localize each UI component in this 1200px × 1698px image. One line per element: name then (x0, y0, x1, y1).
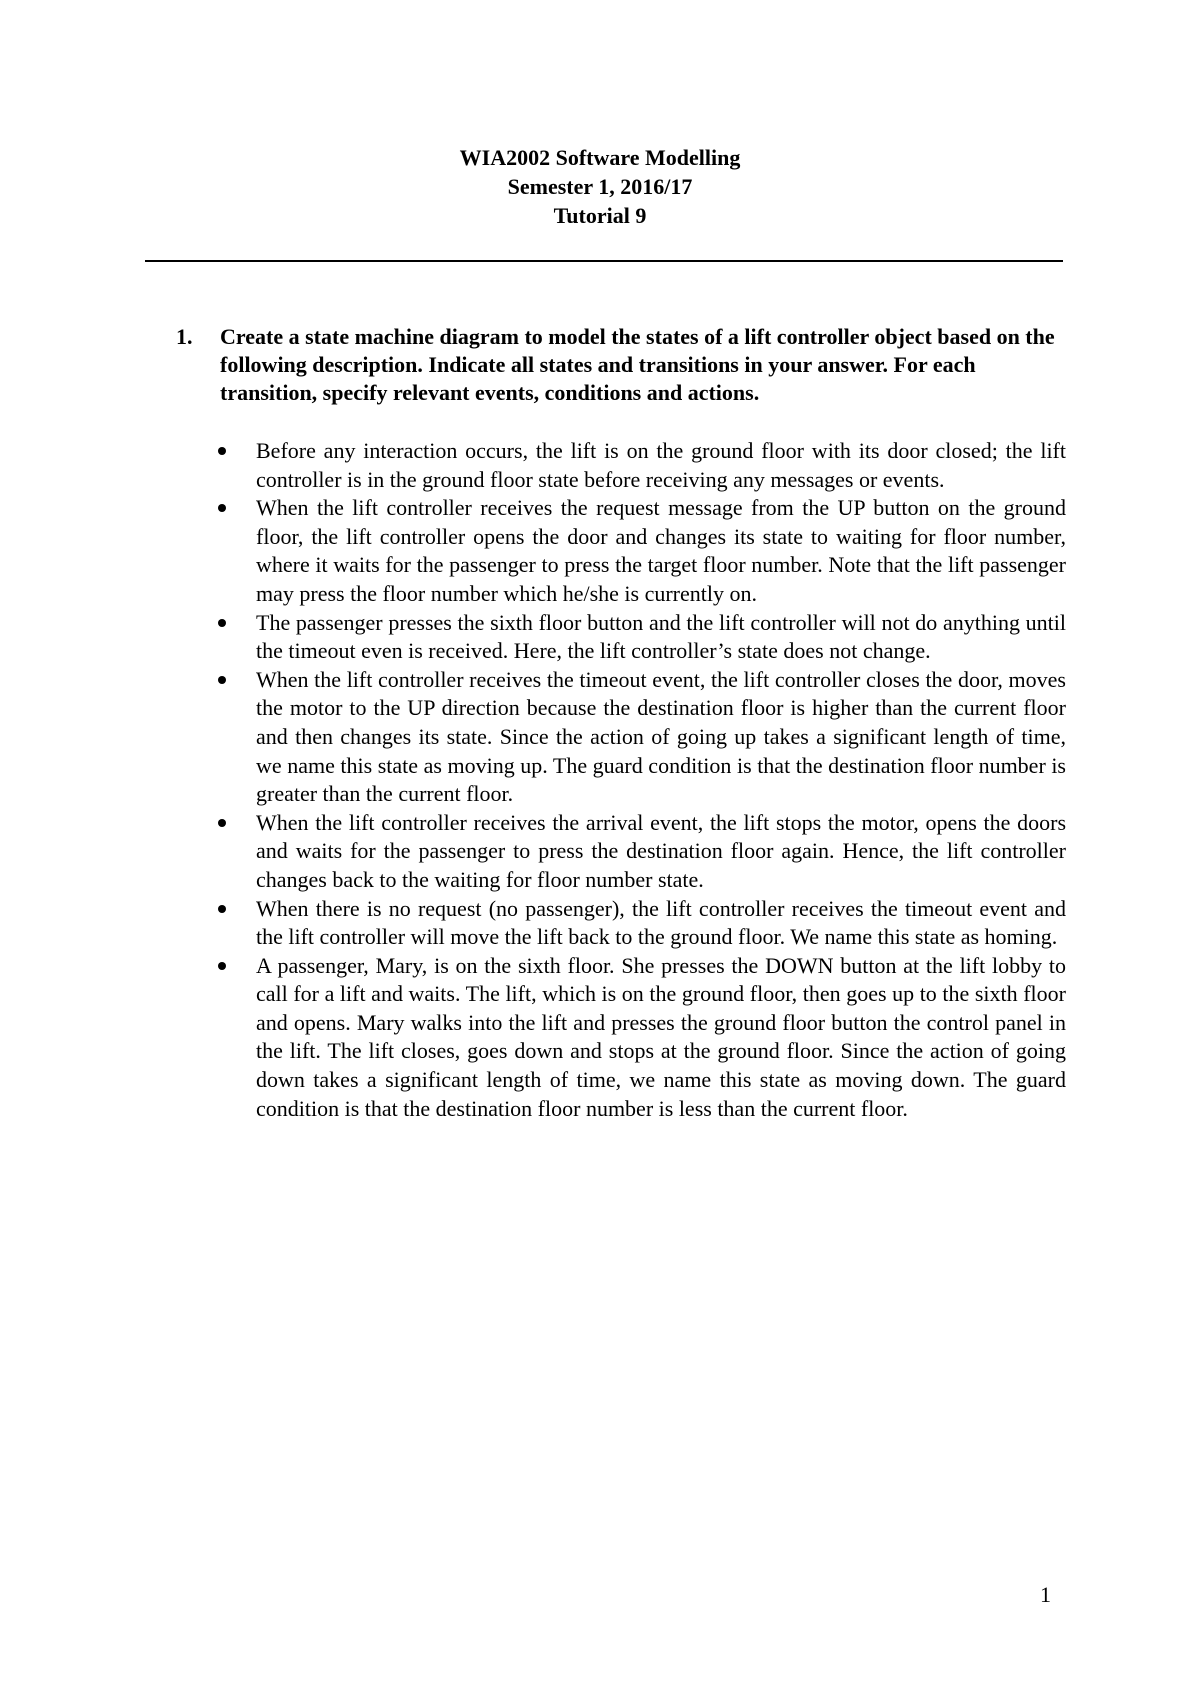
bullet-icon (218, 676, 226, 684)
list-item (214, 809, 1066, 895)
list-item-text: The passenger presses the sixth floor button and the lift controller will not do anything until the timeout even is received. Here, the lift controller’s state does not change. (256, 609, 1066, 664)
bullet-icon (218, 905, 226, 913)
question-number: 1. (176, 324, 193, 349)
question-1 (176, 323, 1066, 407)
bullet-icon (218, 819, 226, 827)
list-item-text: When the lift controller receives the timeout event, the lift controller closes the door, moves the motor to the UP direction because the destination floor is higher than the current floor and then changes its state. Since the action of going up takes a significant length of time, we name this state as moving up. The guard condition is that the destination floor number is greater than the current floor. (256, 666, 1066, 807)
course-title: WIA2002 Software Modelling (459, 145, 741, 170)
list-item-text: When the lift controller receives the request message from the UP button on the ground floor, the lift controller opens the door and changes its state to waiting for floor number, where it waits for the passenger to press the target floor number. Note that the lift passenger may press the floor number which he/she is currently on. (256, 495, 1066, 606)
bullet-icon (218, 447, 226, 455)
list-item-text: A passenger, Mary, is on the sixth floor. She presses the DOWN button at the lift lobby to call for a lift and waits. The lift, which is on the ground floor, then goes up to the sixth floor and opens. Mary walks into the lift and presses the ground floor button the control panel in the lift. The lift closes, goes down and stops at the ground floor. Since the action of going down takes a significant length of time, we name this state as moving down. The guard condition is that the destination floor number is less than the current floor. (256, 952, 1066, 1121)
bullet-icon (218, 962, 226, 970)
page-number: 1 (1040, 1582, 1051, 1607)
list-item (214, 609, 1066, 666)
bullet-icon (218, 504, 226, 512)
header-divider (145, 260, 1063, 262)
bullet-list (214, 437, 1066, 1123)
list-item-text: When there is no request (no passenger), the lift controller receives the timeout event and the lift controller will move the lift back to the ground floor. We name this state as homing. (256, 895, 1066, 950)
bullet-icon (218, 619, 226, 627)
semester-label: Semester 1, 2016/17 (507, 174, 693, 199)
list-item (214, 494, 1066, 608)
tutorial-label: Tutorial 9 (553, 203, 647, 228)
list-item (214, 952, 1066, 1124)
list-item-text: When the lift controller receives the arrival event, the lift stops the motor, opens the doors and waits for the passenger to press the destination floor again. Hence, the lift controller changes back to the waiting for floor number state. (256, 809, 1066, 892)
list-item (214, 895, 1066, 952)
list-item-text: Before any interaction occurs, the lift is on the ground floor with its door closed; the lift controller is in the ground floor state before receiving any messages or events. (256, 438, 1066, 492)
document-header (0, 143, 1200, 230)
question-text: Create a state machine diagram to model the states of a lift controller object based on the following description. Indicate all states and transitions in your answer. For each transition, specify relevant events, conditions and actions. (220, 324, 1055, 405)
list-item (214, 666, 1066, 809)
list-item (214, 437, 1066, 494)
